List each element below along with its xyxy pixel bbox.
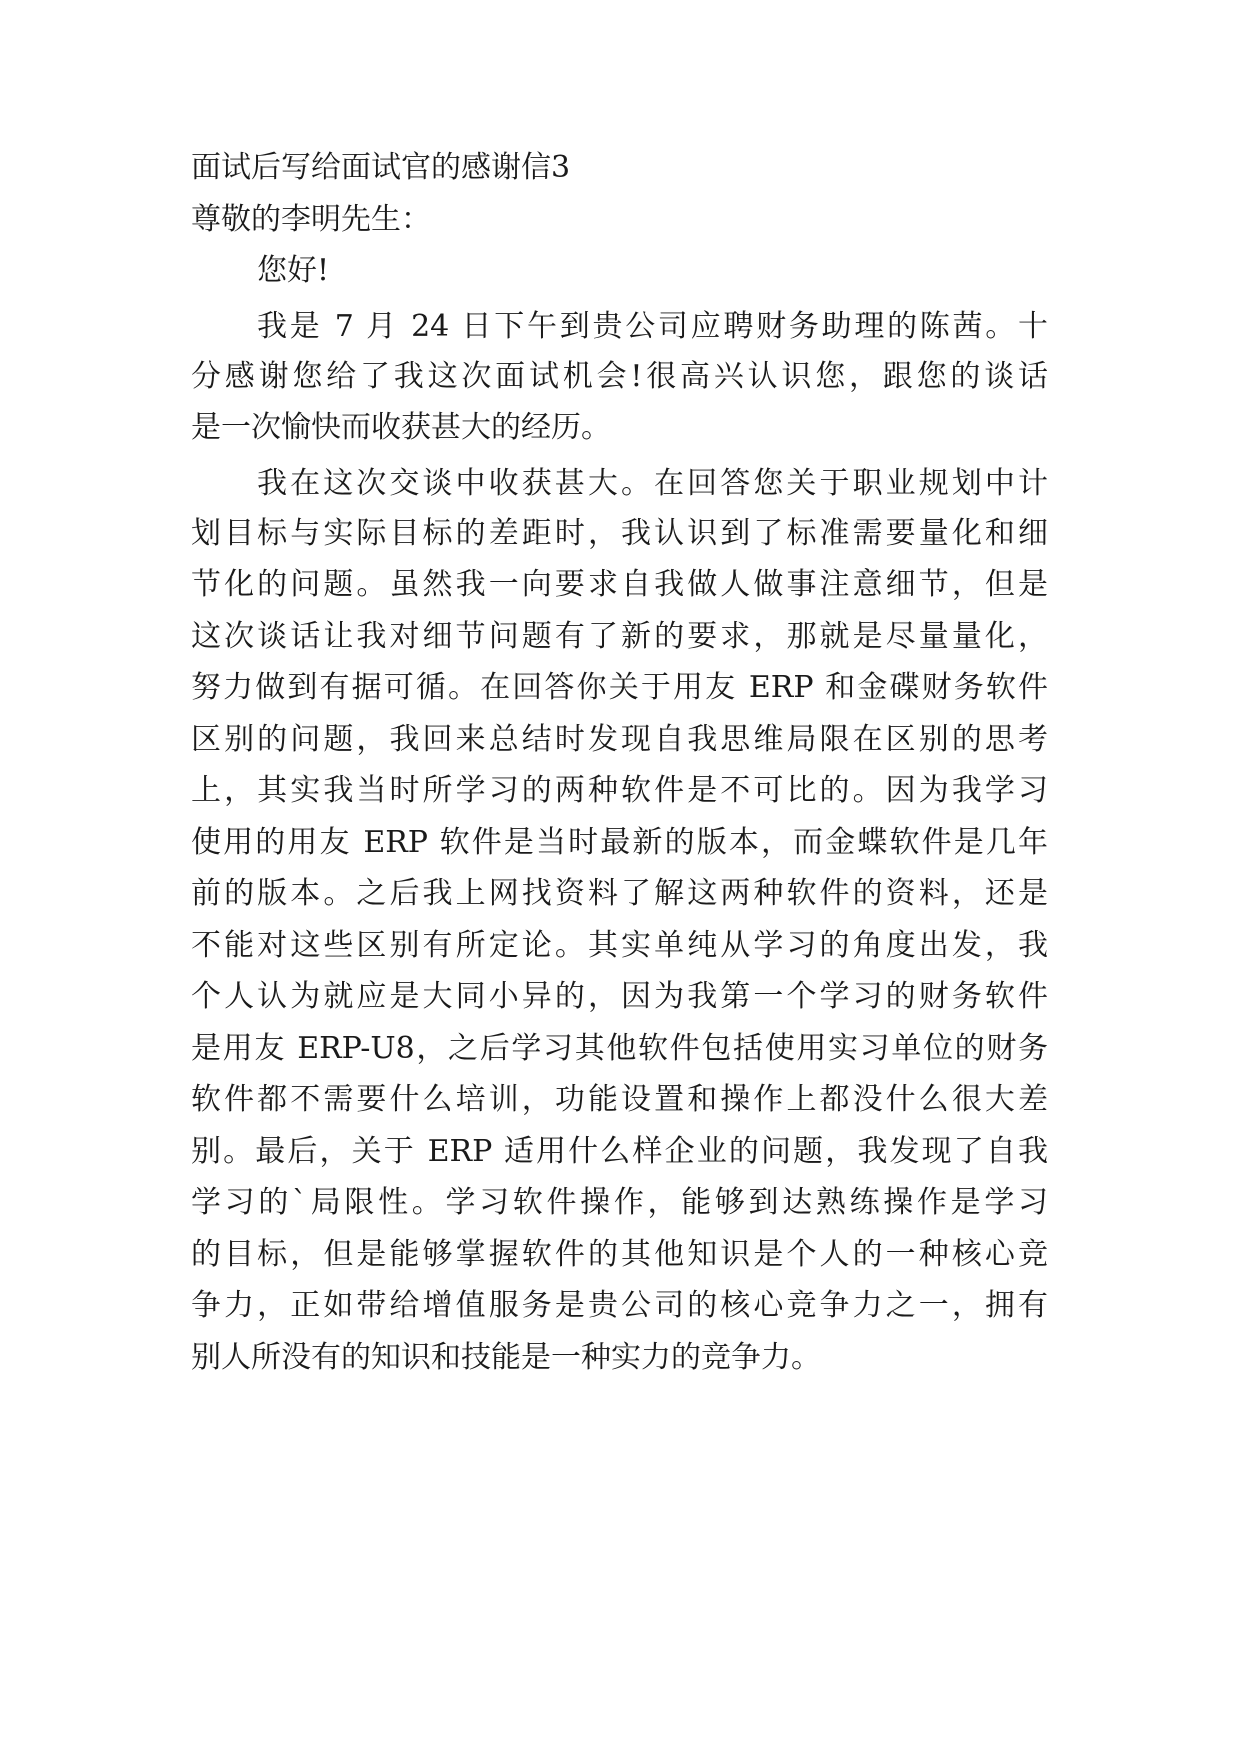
paragraph-2-line-4: 这次谈话让我对细节问题有了新的要求，那就是尽量量化， — [191, 619, 1048, 654]
paragraph-2-line-14: 别。最后，关于 ERP 适用什么样企业的问题，我发现了自我 — [191, 1134, 1048, 1169]
paragraph-2-line-1: 我在这次交谈中收获甚大。在回答您关于职业规划中计 — [257, 466, 1048, 501]
paragraph-2-line-6: 区别的问题，我回来总结时发现自我思维局限在区别的思考 — [191, 722, 1048, 757]
paragraph-2-line-12: 是用友 ERP-U8，之后学习其他软件包括使用实习单位的财务 — [191, 1031, 1048, 1066]
paragraph-2-line-15: 学习的`局限性。学习软件操作，能够到达熟练操作是学习 — [191, 1185, 1048, 1220]
greeting: 您好! — [257, 253, 330, 288]
paragraph-2-line-17: 争力，正如带给增值服务是贵公司的核心竞争力之一，拥有 — [191, 1288, 1048, 1323]
document-title: 面试后写给面试官的感谢信3 — [191, 150, 571, 185]
paragraph-2-line-10: 不能对这些区别有所定论。其实单纯从学习的角度出发，我 — [191, 928, 1048, 963]
paragraph-2-line-7: 上，其实我当时所学习的两种软件是不可比的。因为我学习 — [191, 773, 1048, 808]
paragraph-2-line-11: 个人认为就应是大同小异的，因为我第一个学习的财务软件 — [191, 979, 1048, 1014]
paragraph-1-line-3: 是一次愉快而收获甚大的经历。 — [191, 410, 611, 445]
paragraph-2-line-2: 划目标与实际目标的差距时，我认识到了标准需要量化和细 — [191, 516, 1048, 551]
paragraph-2-line-5: 努力做到有据可循。在回答你关于用友 ERP 和金碟财务软件 — [191, 670, 1048, 705]
paragraph-2-line-9: 前的版本。之后我上网找资料了解这两种软件的资料，还是 — [191, 876, 1048, 911]
salutation: 尊敬的李明先生： — [191, 202, 431, 237]
paragraph-2-line-16: 的目标，但是能够掌握软件的其他知识是个人的一种核心竞 — [191, 1237, 1048, 1272]
paragraph-2-line-13: 软件都不需要什么培训，功能设置和操作上都没什么很大差 — [191, 1082, 1048, 1117]
paragraph-1-line-2: 分感谢您给了我这次面试机会!很高兴认识您，跟您的谈话 — [191, 359, 1048, 394]
paragraph-1-line-1: 我是 7 月 24 日下午到贵公司应聘财务助理的陈茜。十 — [257, 309, 1048, 344]
paragraph-2-line-8: 使用的用友 ERP 软件是当时最新的版本，而金蝶软件是几年 — [191, 825, 1048, 860]
paragraph-2-line-18: 别人所没有的知识和技能是一种实力的竞争力。 — [191, 1340, 821, 1375]
paragraph-2-line-3: 节化的问题。虽然我一向要求自我做人做事注意细节，但是 — [191, 567, 1048, 602]
